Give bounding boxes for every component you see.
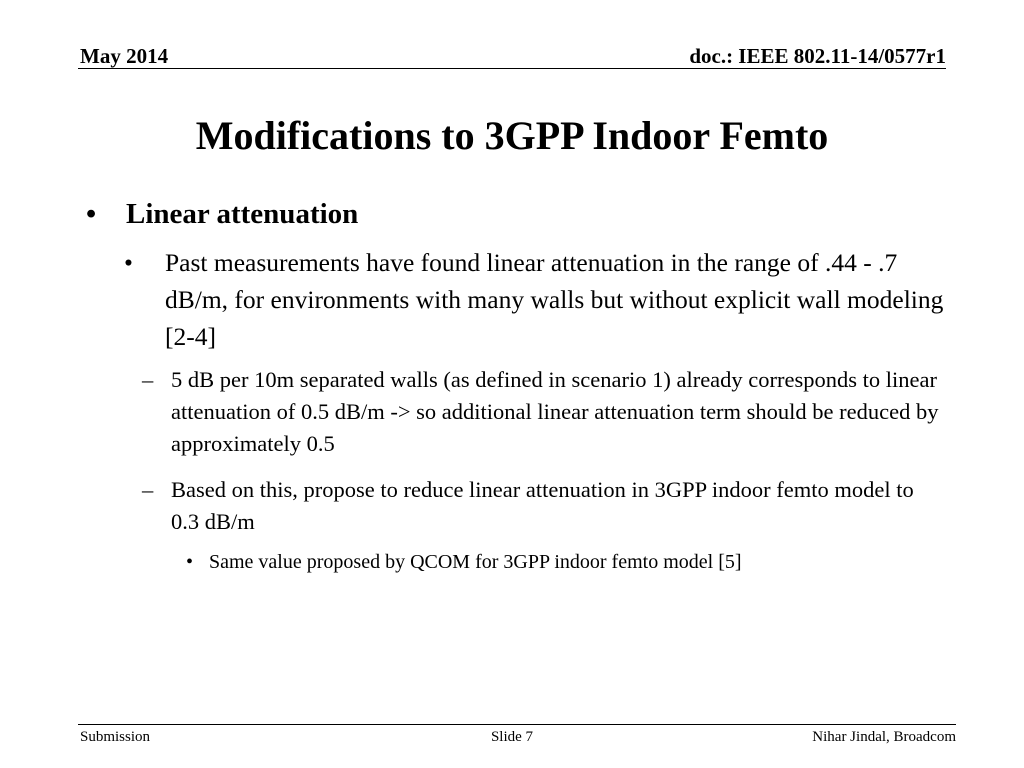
bullet-level4-text: Same value proposed by QCOM for 3GPP indoor femto model [5] [209, 551, 742, 573]
bullet-dot-icon: • [124, 248, 133, 277]
footer-author: Nihar Jindal, Broadcom [812, 729, 956, 745]
bullet-dot-icon: • [86, 198, 97, 230]
slide-title: Modifications to 3GPP Indoor Femto [195, 113, 829, 158]
header-divider [78, 68, 946, 69]
header-date: May 2014 [80, 44, 169, 68]
bullet-dash-icon: – [142, 477, 154, 502]
bullet-dash-icon: – [142, 367, 154, 392]
footer-slide-number: Slide 7 [490, 729, 534, 745]
bullet-level3-first-text: 5 dB per 10m separated walls (as defined in scenario 1) already corresponds to linear attenuation of 0.5 dB/m -> so additional linear attenuation term should be reduced by approximately 0.5 [171, 367, 939, 456]
bullet-level3-second-text: Based on this, propose to reduce linear attenuation in 3GPP indoor femto model to 0.3 dB/m [171, 477, 914, 534]
footer-submission: Submission [80, 729, 151, 745]
bullet-level2-text: Past measurements have found linear attenuation in the range of .44 - .7 dB/m, for environments with many walls but without explicit wall modeling [2-4] [165, 248, 944, 351]
footer-divider [78, 724, 956, 725]
bullet-level1-text: Linear attenuation [126, 198, 359, 230]
header-doc-id: doc.: IEEE 802.11-14/0577r1 [689, 44, 946, 68]
bullet-dot-icon: • [186, 551, 194, 573]
